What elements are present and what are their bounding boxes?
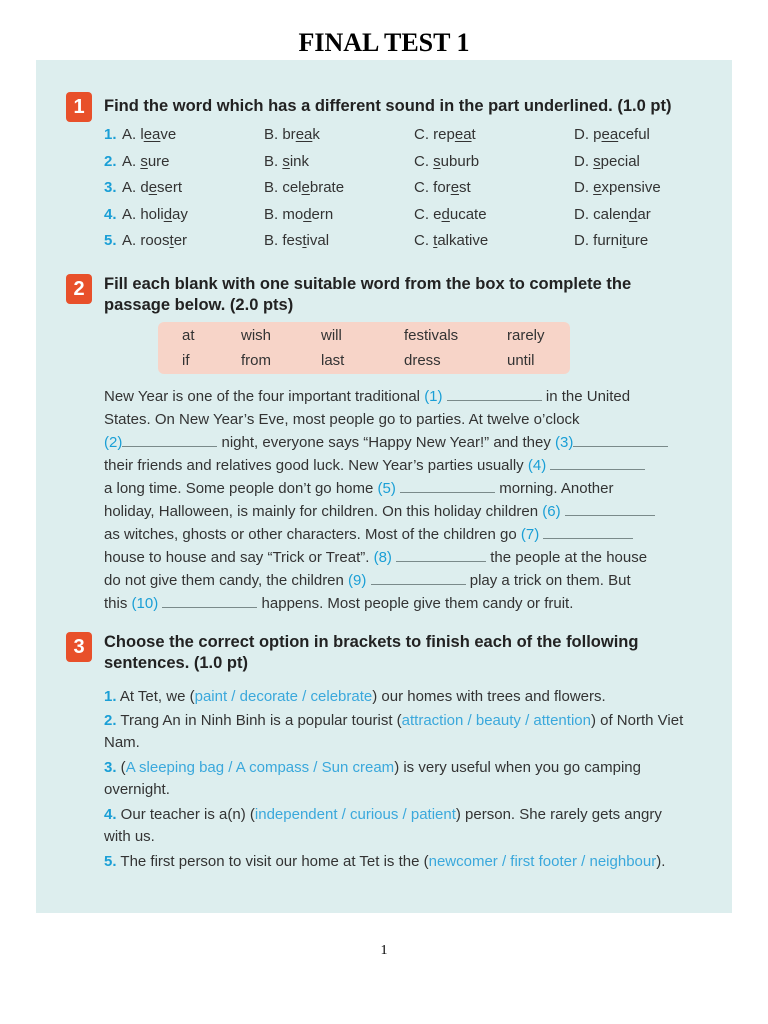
passage-line — [104, 595, 684, 612]
word-part: ve — [160, 126, 177, 143]
question-row — [104, 232, 714, 258]
underlined-part: ea — [454, 126, 472, 143]
option-letter: A. — [122, 205, 141, 223]
option-letter: C. — [414, 126, 434, 143]
word-part: xpensive — [601, 179, 661, 196]
word-part: ucate — [449, 205, 487, 223]
answer-option — [122, 126, 176, 143]
question-row — [104, 153, 714, 179]
option-letter: C. — [414, 152, 434, 170]
box-word: dress — [404, 352, 441, 369]
underlined-part: s — [140, 152, 148, 170]
sentence-number: 4. — [104, 806, 117, 823]
underlined-part: s — [593, 152, 601, 170]
option-letter: B. — [264, 205, 283, 223]
word-part: br — [282, 126, 296, 143]
sentence-number: 5. — [104, 853, 117, 870]
question-row — [104, 179, 714, 205]
answer-option — [122, 232, 187, 249]
passage-line — [104, 526, 684, 543]
section-2-badge: 2 — [66, 274, 92, 304]
sentence-text: Our teacher is a(n) ( — [116, 806, 255, 823]
page-title: FINAL TEST 1 — [298, 28, 470, 57]
word-part: ern — [311, 205, 334, 223]
answer-option — [414, 179, 471, 196]
option-letter: A. — [122, 126, 141, 143]
box-word: last — [321, 352, 345, 369]
sentence-text: At Tet, we ( — [116, 688, 195, 705]
blank-line — [122, 434, 217, 447]
underlined-part: s — [282, 152, 290, 170]
underlined-part: ea — [295, 126, 313, 143]
section-3-badge: 3 — [66, 632, 92, 662]
underlined-part: d — [629, 205, 638, 223]
option-letter: A. — [122, 152, 141, 170]
answer-option — [414, 153, 479, 170]
blank-line — [565, 503, 655, 516]
word-part: ar — [637, 205, 651, 223]
word-part: d — [140, 179, 149, 196]
question-row — [104, 126, 714, 152]
answer-option — [414, 206, 487, 223]
underlined-part: e — [148, 179, 158, 196]
sentence-text: The first person to visit our home at Tet is the ( — [116, 853, 429, 870]
option-letter: D. — [574, 205, 594, 223]
answer-option — [122, 179, 182, 196]
passage-line — [104, 434, 684, 451]
passage-text: morning. Another — [495, 480, 614, 497]
option-letter: B. — [264, 179, 283, 196]
exercise-panel — [36, 60, 732, 913]
word-part: ure — [626, 232, 649, 249]
blank-number: (9) — [348, 572, 367, 589]
underlined-part: t — [302, 232, 307, 249]
passage-text: New Year is one of the four important traditional — [104, 388, 425, 405]
blank-line — [396, 549, 486, 562]
sentence-item — [104, 757, 684, 801]
word-part: ceful — [618, 126, 650, 143]
box-word: wish — [241, 327, 272, 344]
underlined-part: d — [441, 205, 450, 223]
blank-number: (7) — [520, 526, 540, 543]
answer-option — [264, 232, 329, 249]
sentence-number: 1. — [104, 688, 117, 705]
passage-line — [104, 388, 684, 405]
passage-text: holiday, Halloween, is mainly for children. On this holiday children — [104, 503, 543, 520]
word-part: rep — [433, 126, 455, 143]
blank-number: (1) — [424, 388, 443, 405]
word-part: mo — [282, 205, 304, 223]
question-number: 1. — [104, 126, 117, 143]
option-letter: D. — [574, 126, 594, 143]
question-number: 3. — [104, 179, 117, 196]
answer-option — [414, 126, 476, 143]
underlined-part: d — [163, 205, 173, 223]
section-3-heading-line1: Choose the correct option in brackets to finish each of the following — [104, 633, 639, 651]
answer-option — [574, 153, 640, 170]
option-letter: B. — [264, 152, 283, 170]
word-part: calen — [593, 205, 630, 223]
box-word: at — [182, 327, 195, 344]
answer-option — [264, 126, 320, 143]
option-letter: B. — [264, 232, 283, 249]
section-1-header — [66, 92, 716, 117]
section-3-heading-line2: sentences. (1.0 pt) — [104, 654, 248, 672]
option-letter: C. — [414, 232, 434, 249]
question-number: 2. — [104, 152, 117, 170]
blank-line — [371, 572, 466, 585]
passage-line — [104, 411, 684, 428]
sentence-number: 2. — [104, 712, 117, 729]
answer-option — [122, 206, 188, 223]
blank-number: (8) — [373, 549, 392, 566]
passage-text: house to house and say “Trick or Treat”. — [104, 549, 374, 566]
bracket-options: independent / curious / patient — [254, 806, 456, 823]
word-part: cel — [282, 179, 302, 196]
word-part: alkative — [437, 232, 489, 249]
answer-option — [574, 179, 661, 196]
word-part: l — [140, 126, 144, 143]
word-part: holi — [140, 205, 164, 223]
word-part: for — [433, 179, 451, 196]
blank-number: (5) — [377, 480, 396, 497]
sentence-item — [104, 804, 684, 848]
passage-text: happens. Most people give them candy or fruit. — [257, 595, 574, 612]
blank-number: (2) — [104, 434, 123, 451]
blank-number: (6) — [542, 503, 561, 520]
answer-option — [122, 153, 170, 170]
bracket-options: newcomer / first footer / neighbour — [428, 853, 657, 870]
passage-text: as witches, ghosts or other characters. Most of the children go — [104, 526, 521, 543]
section-2-heading-line2: passage below. (2.0 pts) — [104, 296, 294, 314]
word-part: st — [459, 179, 471, 196]
section-2-header — [66, 274, 716, 316]
blank-line — [400, 480, 495, 493]
sentence-text: ( — [116, 759, 126, 776]
passage-line — [104, 480, 684, 497]
box-word: if — [182, 352, 190, 369]
underlined-part: e — [450, 179, 460, 196]
answer-option — [264, 206, 333, 223]
passage-text: night, everyone says “Happy New Year!” and they — [217, 434, 556, 451]
option-letter: D. — [574, 179, 594, 196]
sentence-text: ) person. She rarely gets angry with us. — [104, 806, 662, 845]
underlined-part: e — [593, 179, 602, 196]
sentence-text: ) our homes with trees and flowers. — [372, 688, 606, 705]
passage-text: do not give them candy, the children — [104, 572, 349, 589]
underlined-part: t — [169, 232, 174, 249]
word-part: brate — [309, 179, 345, 196]
bracket-options: attraction / beauty / attention — [401, 712, 591, 729]
box-word: rarely — [507, 327, 545, 344]
question-row — [104, 206, 714, 232]
word-box — [158, 322, 570, 374]
question-number: 5. — [104, 232, 117, 249]
passage-line — [104, 572, 684, 589]
sentence-text: Trang An in Ninh Binh is a popular tourist ( — [116, 712, 402, 729]
blank-line — [543, 526, 633, 539]
underlined-part: e — [301, 179, 310, 196]
blank-line — [573, 434, 668, 447]
sentence-text: ) of North Viet Nam. — [104, 712, 684, 751]
underlined-part: ea — [143, 126, 161, 143]
underlined-part: d — [303, 205, 312, 223]
question-number: 4. — [104, 205, 117, 223]
underlined-part: t — [433, 232, 438, 249]
blank-line — [550, 457, 645, 470]
word-part: k — [312, 126, 320, 143]
sentence-item — [104, 851, 684, 873]
word-part: uburb — [440, 152, 480, 170]
sentence-item — [104, 686, 684, 708]
page-number: 1 — [380, 943, 388, 958]
passage-text: the people at the house — [486, 549, 648, 566]
passage-text: States. On New Year’s Eve, most people go to parties. At twelve o’clock — [104, 411, 580, 428]
passage-text: this — [104, 595, 132, 612]
box-word: will — [321, 327, 342, 344]
passage-line — [104, 457, 684, 474]
word-part: ival — [306, 232, 330, 249]
passage-text: their friends and relatives good luck. New Year’s parties usually — [104, 457, 528, 474]
word-part: roos — [140, 232, 170, 249]
sentence-text: ) is very useful when you go camping overnight. — [104, 759, 641, 798]
blank-line — [162, 595, 257, 608]
answer-option — [414, 232, 488, 249]
passage-line — [104, 503, 684, 520]
word-part: pecial — [600, 152, 640, 170]
word-part: p — [593, 126, 602, 143]
answer-option — [574, 206, 651, 223]
bracket-options: paint / decorate / celebrate — [194, 688, 373, 705]
underlined-part: s — [433, 152, 441, 170]
word-part: er — [173, 232, 188, 249]
section-1-heading: Find the word which has a different sound in the part underlined. (1.0 pt) — [104, 97, 672, 115]
option-letter: C. — [414, 179, 434, 196]
blank-number: (10) — [131, 595, 159, 612]
option-letter: A. — [122, 232, 141, 249]
answer-option — [574, 126, 650, 143]
blank-number: (3) — [555, 434, 574, 451]
bracket-options: A sleeping bag / A compass / Sun cream — [125, 759, 395, 776]
passage-text: in the United — [541, 388, 631, 405]
section-2-heading-line1: Fill each blank with one suitable word from the box to complete the — [104, 275, 632, 293]
option-letter: A. — [122, 179, 141, 196]
passage-text: a long time. Some people don’t go home — [104, 480, 378, 497]
word-part: ure — [147, 152, 170, 170]
blank-line — [447, 388, 542, 401]
sentence-number: 3. — [104, 759, 117, 776]
word-part: furni — [593, 232, 623, 249]
sentence-text: ). — [656, 853, 666, 870]
word-part: ink — [289, 152, 310, 170]
answer-option — [574, 232, 648, 249]
answer-option — [264, 153, 309, 170]
underlined-part: ea — [601, 126, 619, 143]
blank-number: (4) — [527, 457, 547, 474]
sentence-item — [104, 710, 684, 754]
answer-option — [264, 179, 344, 196]
box-word: festivals — [404, 327, 459, 344]
underlined-part: t — [622, 232, 627, 249]
option-letter: B. — [264, 126, 283, 143]
option-letter: C. — [414, 205, 434, 223]
option-letter: D. — [574, 152, 594, 170]
option-letter: D. — [574, 232, 594, 249]
section-1-badge: 1 — [66, 92, 92, 122]
word-part: fes — [282, 232, 303, 249]
box-word: until — [507, 352, 535, 369]
passage-text: play a trick on them. But — [465, 572, 631, 589]
word-part: t — [471, 126, 476, 143]
word-part: ay — [172, 205, 188, 223]
section-3-header — [66, 632, 716, 674]
passage-line — [104, 549, 684, 566]
word-part: e — [433, 205, 442, 223]
box-word: from — [241, 352, 271, 369]
word-part: sert — [157, 179, 183, 196]
